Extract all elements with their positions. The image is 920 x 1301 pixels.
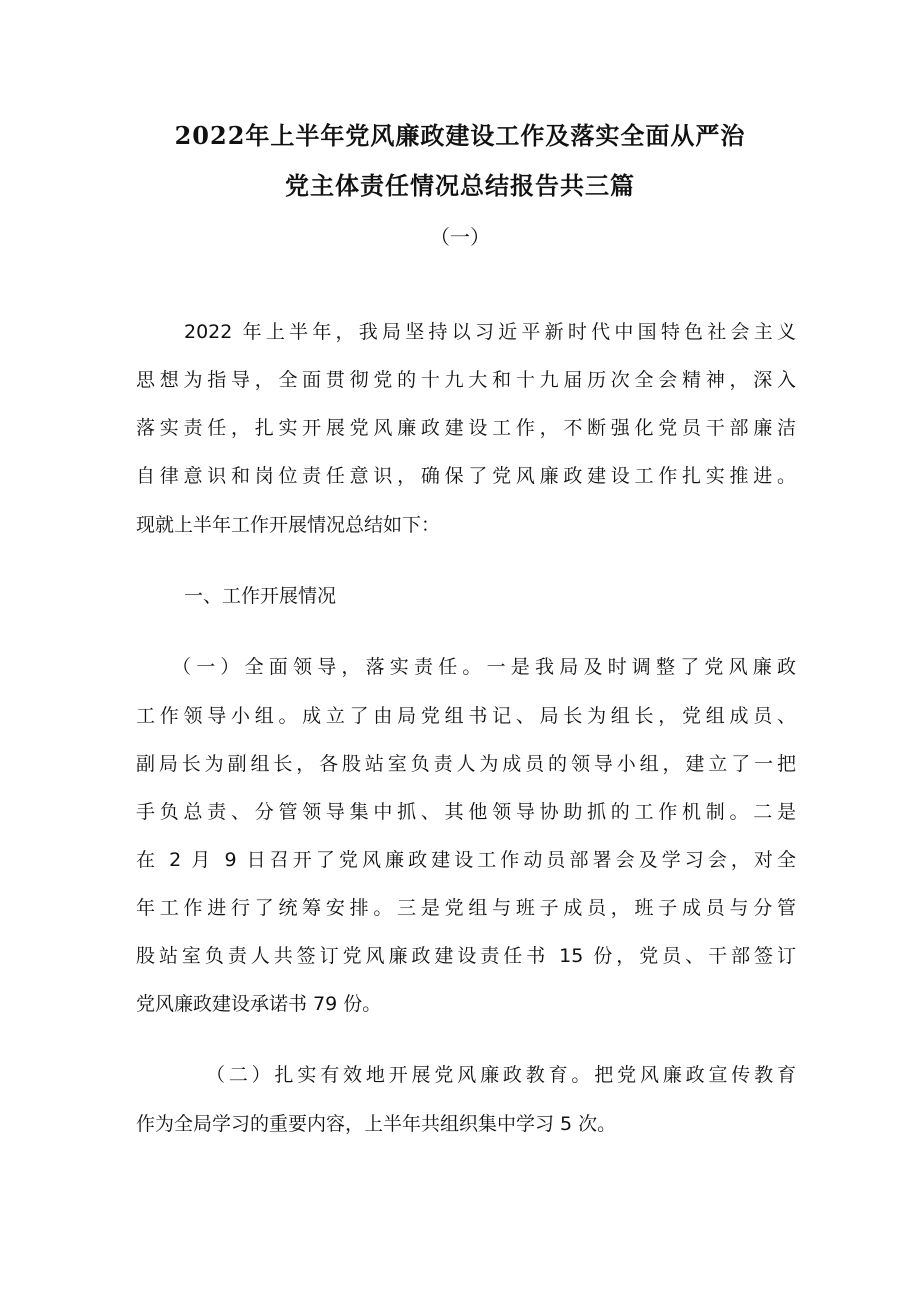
paragraph-line: 年工作进行了统筹安排。三是党组与班子成员，班子成员与分管: [136, 897, 796, 919]
section-heading: 一、工作开展情况: [184, 585, 337, 607]
paragraph-line: 股站室负责人共签订党风廉政建设责任书 15 份，党员、干部签订: [136, 945, 796, 967]
paragraph-line: 工作领导小组。成立了由局党组书记、局长为组长，党组成员、: [136, 705, 796, 727]
paragraph-line: 手负总责、分管领导集中抓、其他领导协助抓的工作机制。二是: [136, 801, 796, 823]
paragraph-line: （一）全面领导，落实责任。一是我局及时调整了党风廉政: [172, 656, 796, 678]
paragraph-line: 党风廉政建设承诺书 79 份。: [136, 993, 382, 1015]
part-marker: （一）: [430, 225, 490, 249]
paragraph-line: 在 2 月 9 日召开了党风廉政建设工作动员部署会及学习会，对全: [136, 849, 796, 871]
intro-line: 现就上半年工作开展情况总结如下：: [136, 514, 441, 536]
paragraph-line: 作为全局学习的重要内容，上半年共组织集中学习 5 次。: [136, 1113, 617, 1135]
intro-line: 落实责任，扎实开展党风廉政建设工作，不断强化党员干部廉洁: [136, 417, 796, 439]
intro-line: 思想为指导，全面贯彻党的十九大和十九届历次全会精神，深入: [136, 369, 796, 391]
intro-line: 自律意识和岗位责任意识，确保了党风廉政建设工作扎实推进。: [136, 465, 796, 487]
paragraph-line: （二）扎实有效地开展党风廉政教育。把党风廉政宣传教育: [206, 1064, 796, 1086]
intro-line: 2022 年上半年，我局坚持以习近平新时代中国特色社会主义: [184, 321, 796, 343]
document-title-line-2: 党主体责任情况总结报告共三篇: [285, 171, 635, 200]
paragraph-line: 副局长为副组长，各股站室负责人为成员的领导小组，建立了一把: [136, 753, 796, 775]
document-title-line-1: 2022年上半年党风廉政建设工作及落实全面从严治: [174, 121, 746, 150]
